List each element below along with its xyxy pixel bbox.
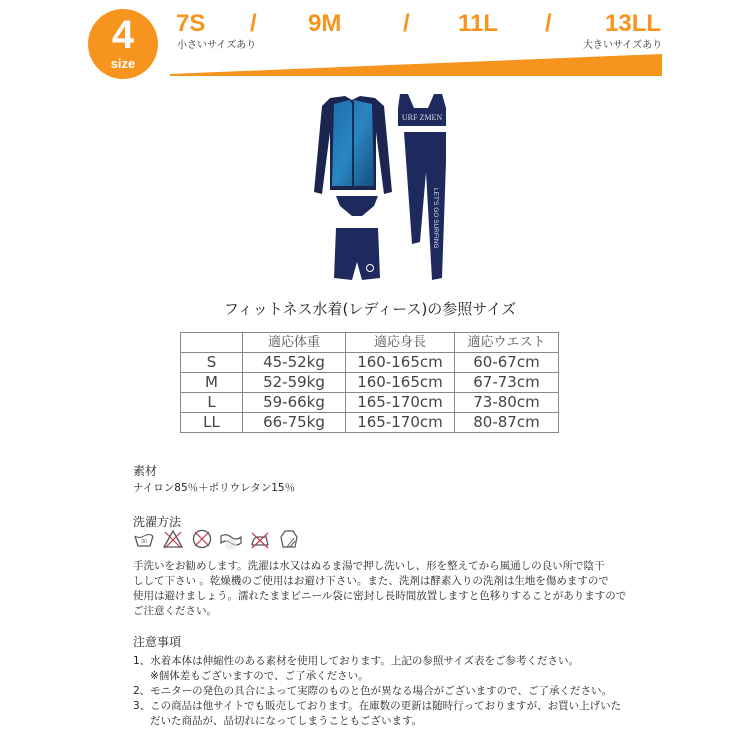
waist-cell: 67-73cm xyxy=(455,373,559,393)
svg-text:LET'S GO SURFING: LET'S GO SURFING xyxy=(432,188,439,249)
sports-bra-top xyxy=(398,94,446,126)
no-iron-icon xyxy=(249,528,271,550)
size-separator: / xyxy=(403,10,410,37)
dry-in-shade-icon xyxy=(278,528,300,550)
leggings xyxy=(404,132,446,280)
size-13ll: 13LL xyxy=(605,10,662,37)
note-line: だいた商品が、品切れになってしまうこともございます。 xyxy=(150,715,423,727)
weight-cell: 59-66kg xyxy=(243,393,346,413)
height-cell: 165-170cm xyxy=(346,413,455,433)
swim-shorts xyxy=(334,228,380,280)
rash-guard-jacket xyxy=(314,96,392,194)
washing-line: 使用は避けましょう。濡れたままビニール袋に密封し長時間放置しますと色移りすることがありますので xyxy=(133,590,627,602)
material-text: ナイロン85％＋ポリウレタン15％ xyxy=(133,482,296,494)
size-9m: 9M xyxy=(308,10,342,37)
washing-line: 手洗いをお勧めします。洗濯は水又はぬるま湯で押し洗いし、形を整えてから風通しの良い所で陰干 xyxy=(133,560,605,572)
bikini-bottom xyxy=(336,196,378,216)
size-gradient-wedge xyxy=(0,0,740,90)
header-cell-waist: 適応ウエスト xyxy=(455,333,559,353)
no-bleach-icon xyxy=(162,528,184,550)
hand-wash-30-icon xyxy=(133,528,155,550)
size-11l: 11L xyxy=(458,10,499,37)
table-row xyxy=(181,373,559,393)
size-7s: 7S xyxy=(176,10,206,37)
header-cell-weight: 適応体重 xyxy=(243,333,346,353)
size-separator: / xyxy=(545,10,552,37)
product-image xyxy=(300,92,460,284)
size-count: 4 xyxy=(111,13,135,57)
wring-gently-icon xyxy=(220,528,242,550)
washing-instructions xyxy=(133,559,626,619)
waist-cell: 80-87cm xyxy=(455,413,559,433)
note-line: ※個体差もございますので、ご了承ください。 xyxy=(150,670,369,682)
weight-cell: 52-59kg xyxy=(243,373,346,393)
height-cell: 160-165cm xyxy=(346,353,455,373)
large-size-note: 大きいサイズあり xyxy=(583,40,663,51)
note-line: 2、モニターの発色の具合によって実際のものと色が異なる場合がございますので、ご了承ください。 xyxy=(133,685,612,697)
table-row xyxy=(181,353,559,373)
header-cell-height: 適応身長 xyxy=(346,333,455,353)
waist-cell: 60-67cm xyxy=(455,353,559,373)
svg-text:30: 30 xyxy=(141,539,147,545)
size-count-label: size xyxy=(110,56,136,71)
header-cell-blank xyxy=(181,333,243,353)
height-cell: 160-165cm xyxy=(346,373,455,393)
weight-cell: 45-52kg xyxy=(243,353,346,373)
note-line: 1、水着本体は伸縮性のある素材を使用しております。上記の参照サイズ表をご参考ください。 xyxy=(133,655,579,667)
table-header-row xyxy=(181,333,559,353)
size-separator: / xyxy=(250,10,257,37)
table-row xyxy=(181,413,559,433)
size-chart-title: フィットネス水着(レディース)の参照サイズ xyxy=(223,300,517,318)
note-line: 3、この商品は他サイトでも販売しております。在庫数の更新は随時行っておりますが、お買い上げいた xyxy=(133,700,622,712)
height-cell: 165-170cm xyxy=(346,393,455,413)
size-cell: M xyxy=(181,373,243,393)
material-heading: 素材 xyxy=(133,464,158,478)
size-chart-table xyxy=(180,332,559,433)
size-cell: S xyxy=(181,353,243,373)
notes-list xyxy=(133,654,621,729)
table-row xyxy=(181,393,559,413)
care-icons xyxy=(133,528,300,550)
svg-text:URF ZMEN: URF ZMEN xyxy=(401,113,443,122)
size-cell: LL xyxy=(181,413,243,433)
washing-heading: 洗濯方法 xyxy=(133,515,182,529)
waist-cell: 73-80cm xyxy=(455,393,559,413)
size-cell: L xyxy=(181,393,243,413)
notes-heading: 注意事項 xyxy=(133,635,182,649)
washing-line: しして下さい 。乾燥機のご使用はお避け下さい。また、洗剤は酵素入りの洗剤は生地を傷めますので xyxy=(133,575,609,587)
washing-line: ご注意ください。 xyxy=(133,605,217,617)
small-size-note: 小さいサイズあり xyxy=(177,40,257,51)
no-tumble-dry-icon xyxy=(191,528,213,550)
weight-cell: 66-75kg xyxy=(243,413,346,433)
